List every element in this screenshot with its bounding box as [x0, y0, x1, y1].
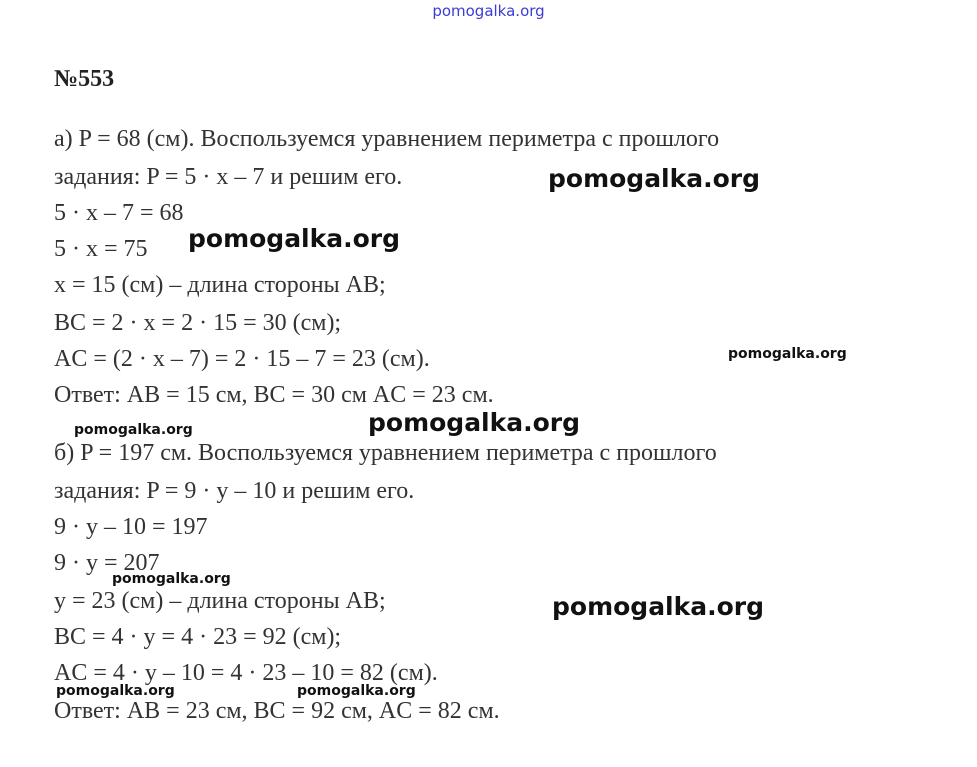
solution-line-a-7: AC = (2 · x – 7) = 2 · 15 – 7 = 23 (см).	[54, 346, 430, 372]
solution-line-a-1: а) P = 68 (см). Воспользуемся уравнением периметра с прошлого	[54, 126, 720, 152]
solution-line-b-7: AC = 4 · y – 10 = 4 · 23 – 10 = 82 (см).	[54, 660, 438, 686]
solution-line-b-4: 9 · y = 207	[54, 550, 160, 576]
solution-line-b-2: задания: P = 9 · y – 10 и решим его.	[54, 478, 415, 504]
watermark: pomogalka.org	[368, 408, 581, 437]
solution-line-b-1: б) P = 197 см. Воспользуемся уравнением периметра с прошлого	[54, 440, 717, 466]
solution-line-a-6: BC = 2 · x = 2 · 15 = 30 (см);	[54, 310, 342, 336]
solution-line-b-5: y = 23 (см) – длина стороны AB;	[54, 588, 386, 614]
solution-line-a-3: 5 · x – 7 = 68	[54, 200, 184, 226]
watermark: pomogalka.org	[728, 346, 847, 362]
solution-line-a-2: задания: P = 5 · x – 7 и решим его.	[54, 164, 403, 190]
watermark: pomogalka.org	[548, 164, 761, 193]
solution-line-a-5: x = 15 (см) – длина стороны AB;	[54, 272, 386, 298]
solution-line-a-4: 5 · x = 75	[54, 236, 148, 262]
watermark: pomogalka.org	[188, 224, 401, 253]
watermark: pomogalka.org	[74, 422, 193, 438]
watermark: pomogalka.org	[552, 592, 765, 621]
answer-line-a: Ответ: AB = 15 см, BC = 30 см AC = 23 см.	[54, 382, 494, 408]
watermark: pomogalka.org	[112, 571, 231, 587]
solution-line-b-3: 9 · y – 10 = 197	[54, 514, 208, 540]
answer-line-b: Ответ: AB = 23 см, BC = 92 см, AC = 82 см.	[54, 698, 500, 724]
task-number: №553	[54, 66, 115, 92]
watermark: pomogalka.org	[297, 683, 416, 699]
top-site-link[interactable]: pomogalka.org	[432, 2, 545, 20]
solution-line-b-6: BC = 4 · y = 4 · 23 = 92 (см);	[54, 624, 342, 650]
watermark: pomogalka.org	[56, 683, 175, 699]
